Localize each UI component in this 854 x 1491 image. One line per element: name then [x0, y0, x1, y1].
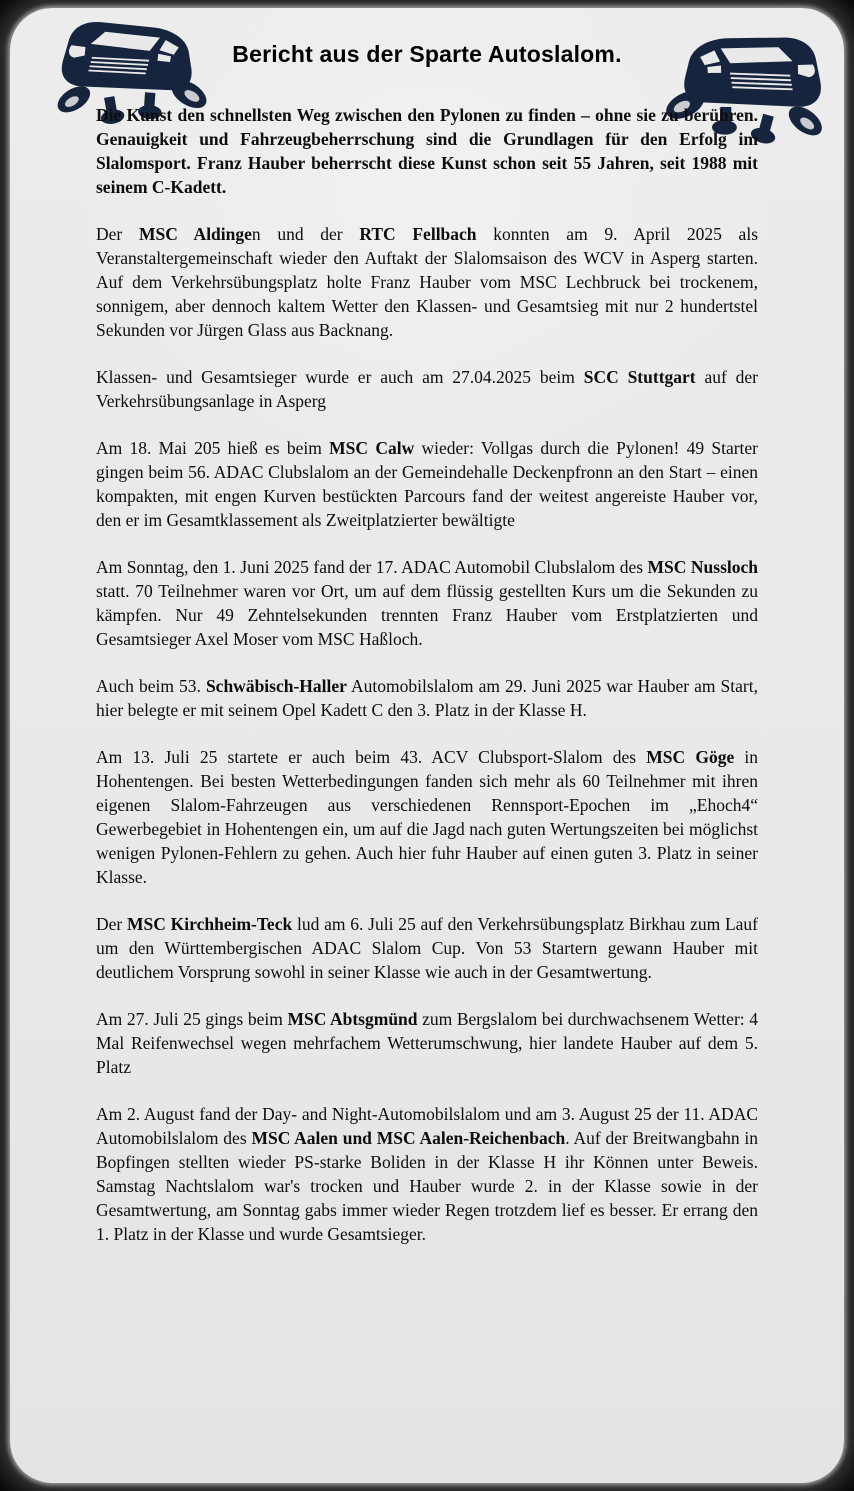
- text-run: Am 18. Mai 205 hieß es beim: [96, 438, 330, 458]
- text-run: Der: [96, 914, 128, 934]
- text-run: Am 27. Juli 25 gings beim: [96, 1009, 288, 1029]
- text-run: . Auf der Breitwangbahn in Bopfingen stellten wieder PS-starke Boliden in der Klasse H ihr Können unter Beweis. Samstag Nachtslalom war's trocken und Hauber wurde 2. in der Klasse sowie in der Gesamtwertung, am Sonntag gabs immer wieder Regen trotzdem lief es besser. Er errang den 1. Platz in der Klasse und wurde Gesamtsieger.: [96, 1128, 758, 1244]
- bold-text-run: MSC Aldinge: [138, 224, 252, 244]
- article-paragraph: [96, 436, 758, 532]
- text-run: Auch beim 53.: [96, 676, 206, 696]
- article-paragraph: [96, 365, 758, 413]
- text-run: Am 13. Juli 25 startete er auch beim 43. ACV Clubsport-Slalom des: [96, 747, 647, 767]
- bold-text-run: MSC Nussloch: [647, 557, 758, 577]
- text-run: in Hohentengen. Bei besten Wetterbedingungen fanden sich mehr als 60 Teilnehmer mit ihren eigenen Slalom-Fahrzeugen aus verschiedenen Rennsport-Epochen im „Ehoch4“ Gewerbegebiet in Hohentengen ein, um auf die Jagd nach guten Wertungszeiten bei möglichst wenigen Pylonen-Fehlern zu gehen. Auch hier fuhr Hauber auf einen guten 3. Platz in seiner Klasse.: [96, 747, 758, 887]
- bold-text-run: RTC Fellbach: [359, 224, 477, 244]
- article-paragraph: [96, 555, 758, 651]
- article-card: [10, 8, 844, 1483]
- text-run: Der: [96, 224, 139, 244]
- bold-text-run: SCC Stuttgart: [583, 367, 696, 387]
- text-run: Am 2. August fand der Day- and Night-Automobilslalom und am 3. August 25 der 11. ADAC Automobilslalom des: [96, 1104, 758, 1148]
- text-run: wieder: Vollgas durch die Pylonen! 49 Starter gingen beim 56. ADAC Clubslalom an der Gemeindehalle Deckenpfronn an den Start – einen kompakten, mit engen Kurven bestückten Parcours fand der weitest angereiste Hauber vor, den er im Gesamtklassement als Zweitplatzierter bewältigte: [96, 438, 758, 530]
- article-paragraph: [96, 1102, 758, 1246]
- text-run: zum Bergslalom bei durchwachsenem Wetter: 4 Mal Reifenwechsel wegen mehrfachem Wetterumschwung, hier landete Hauber auf dem 5. Platz: [96, 1009, 758, 1077]
- text-run: Klassen- und Gesamtsieger wurde er auch am 27.04.2025 beim: [96, 367, 584, 387]
- bold-text-run: MSC Aalen und MSC Aalen-Reichenbach: [251, 1128, 566, 1148]
- text-run: auf der Verkehrsübungsanlage in Asperg: [96, 367, 758, 411]
- text-run: n und der: [251, 224, 360, 244]
- bold-text-run: MSC Calw: [329, 438, 415, 458]
- article-paragraph: [96, 912, 758, 984]
- bold-text-run: Schwäbisch-Haller: [205, 676, 347, 696]
- text-run: lud am 6. Juli 25 auf den Verkehrsübungsplatz Birkhau zum Lauf um den Württembergischen ADAC Slalom Cup. Von 53 Startern gewann Hauber mit deutlichem Vorsprung sowohl in seiner Klasse wie auch in der Gesamtwertung.: [96, 914, 759, 982]
- bold-text-run: MSC Abtsgmünd: [287, 1009, 418, 1029]
- text-run: konnten am 9. April 2025 als Veranstaltergemeinschaft wieder den Auftakt der Slalomsaison des WCV in Asperg starten. Auf dem Verkehrsübungsplatz holte Franz Hauber vom MSC Lechbruck bei trockenem, sonnigem, aber dennoch kaltem Wetter den Klassen- und Gesamtsieg mit nur 2 hundertstel Sekunden vor Jürgen Glass aus Backnang.: [96, 224, 759, 340]
- text-run: Automobilslalom am 29. Juni 2025 war Hauber am Start, hier belegte er mit seinem Opel Kadett C den 3. Platz in der Klasse H.: [96, 676, 758, 720]
- article-paragraph: [96, 222, 758, 342]
- text-run: Am Sonntag, den 1. Juni 2025 fand der 17. ADAC Automobil Clubslalom des: [96, 557, 648, 577]
- text-run: statt. 70 Teilnehmer waren vor Ort, um auf dem flüssig gestellten Kurs um die Sekunden zu kämpfen. Nur 49 Zehntelsekunden trennten Franz Hauber vom Erstplatzierten und Gesamtsieger Axel Moser vom MSC Haßloch.: [96, 581, 758, 649]
- article-paragraph: [96, 103, 758, 199]
- article-paragraph: [96, 674, 758, 722]
- article-body: [96, 103, 758, 1269]
- article-paragraph: [96, 745, 758, 889]
- page-title: Bericht aus der Sparte Autoslalom.: [232, 41, 622, 67]
- article-paragraph: [96, 1007, 758, 1079]
- bold-text-run: MSC Kirchheim-Teck: [127, 914, 293, 934]
- bold-text-run: Die Kunst den schnellsten Weg zwischen den Pylonen zu finden – ohne sie zu berühren. Genauigkeit und Fahrzeugbeherrschung sind die Grundlagen für den Erfolg im Slalomsport. Franz Hauber beherrscht diese Kunst schon seit 55 Jahren, seit 1988 mit seinem C-Kadett.: [96, 105, 758, 197]
- bold-text-run: MSC Göge: [646, 747, 735, 767]
